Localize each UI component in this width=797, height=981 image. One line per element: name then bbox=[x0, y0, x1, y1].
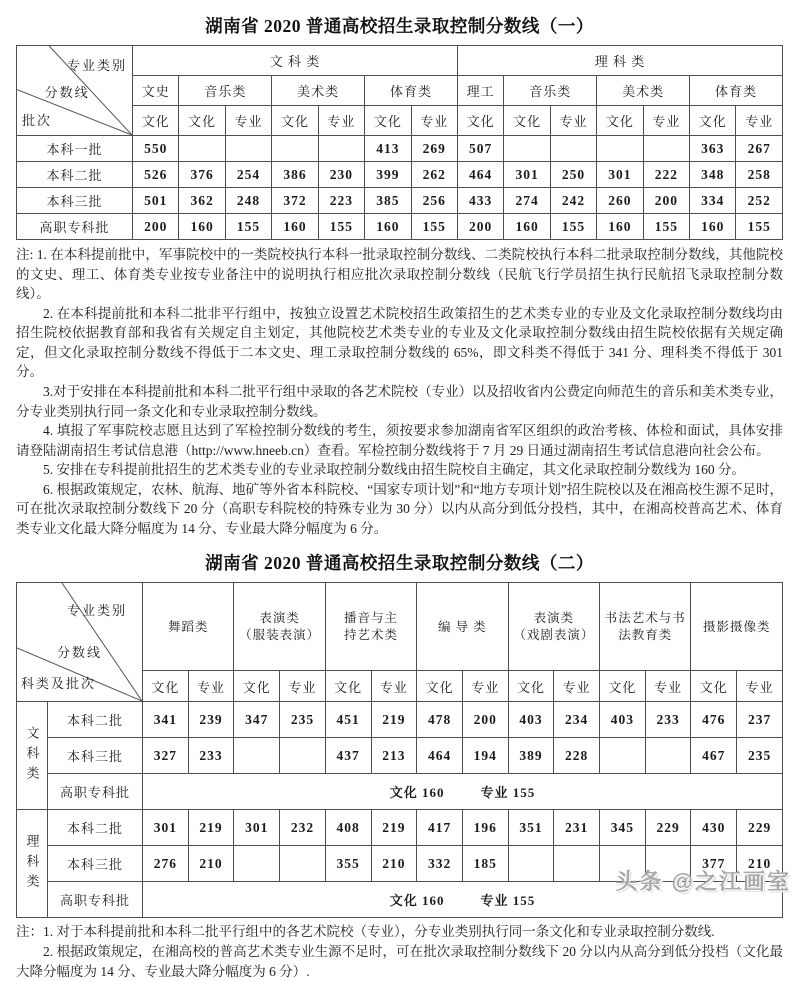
note-item: 4. 填报了军事院校志愿且达到了军检控制分数线的考生，须按要求参加湖南省军区组织的政治考核、体检和面试，具体安排请登陆湖南招生考试信息港（http://www.hneeb.cn）查看。军检控制分数线将于 7 月 29 日通过湖南招生考试信息港向社会公布。 bbox=[16, 423, 783, 458]
subgroup-header: 美术类 bbox=[272, 76, 365, 106]
score-cell: 233 bbox=[645, 702, 691, 738]
row-label: 本科二批 bbox=[48, 810, 143, 846]
score-cell: 417 bbox=[417, 810, 463, 846]
score-cell: 248 bbox=[225, 188, 271, 214]
score-cell: 403 bbox=[600, 702, 646, 738]
measure-header: 专业 bbox=[645, 671, 691, 702]
note-item: 2. 在本科提前批和本科二批非平行组中，按独立设置艺术院校招生政策招生的艺术类专业的专业及文化录取控制分数线均由招生院校依据教育部和我省有关规定自主划定，其他院校艺术类专业的专业及文化录取控制分数线由招生院校依据有关规定确定，但文化录取控制分数线不得低于二本文史、理工录取控制分数线的 65%，即文科类不得低于 341 分、理科类不得低于 301 分。 bbox=[16, 305, 783, 380]
subgroup-header: 文史 bbox=[133, 76, 179, 106]
score-cell: 451 bbox=[325, 702, 371, 738]
score-cell: 389 bbox=[508, 738, 554, 774]
category-line: （服装表演） bbox=[239, 627, 321, 642]
score-cell: 239 bbox=[188, 702, 234, 738]
category-header-calligraphy bbox=[600, 583, 691, 671]
junior-culture-score: 文化 160 bbox=[389, 785, 445, 801]
score-cell: 464 bbox=[457, 162, 503, 188]
score-cell bbox=[234, 738, 280, 774]
notes-table2 bbox=[16, 922, 783, 981]
score-cell: 274 bbox=[504, 188, 550, 214]
corner-label-batch: 批次 bbox=[22, 113, 53, 128]
measure-header: 专业 bbox=[280, 671, 326, 702]
measure-header: 文化 bbox=[597, 106, 643, 136]
note-item: 6. 根据政策规定，农林、航海、地矿等外省本科院校、“国家专项计划”和“地方专项计划”招生院校以及在湘高校生源不足时，可在批次录取控制分数线下 20 分（高职专科院校的特殊专业为 30 分）以内从高分到低分投档，其中，在湘高校普高艺术、体育类专业文化最大降分幅度为 14 分、专业最大降分幅度为 6 分。 bbox=[16, 481, 783, 536]
score-cell bbox=[318, 136, 364, 162]
table-row bbox=[17, 702, 783, 738]
measure-header: 专业 bbox=[462, 671, 508, 702]
table-row bbox=[17, 810, 783, 846]
score-cell: 269 bbox=[411, 136, 457, 162]
score-cell: 254 bbox=[225, 162, 271, 188]
measure-header: 文化 bbox=[179, 106, 225, 136]
measure-header: 文化 bbox=[690, 106, 736, 136]
category-line: 书法艺术与书 bbox=[604, 611, 686, 626]
score-cell: 223 bbox=[318, 188, 364, 214]
score-cell: 526 bbox=[133, 162, 179, 188]
score-cell: 228 bbox=[554, 738, 600, 774]
measure-header: 文化 bbox=[600, 671, 646, 702]
score-cell: 478 bbox=[417, 702, 463, 738]
score-cell: 301 bbox=[504, 162, 550, 188]
category-line: （戏剧表演） bbox=[513, 627, 595, 642]
subgroup-header: 体育类 bbox=[365, 76, 458, 106]
group-header-science: 理 科 类 bbox=[457, 46, 782, 76]
score-cell: 301 bbox=[143, 810, 189, 846]
category-line: 摄影摄像类 bbox=[702, 619, 771, 634]
score-cell: 372 bbox=[272, 188, 318, 214]
corner-label-category: 专业类别 bbox=[66, 603, 127, 619]
score-cell: 348 bbox=[690, 162, 736, 188]
table-row bbox=[17, 214, 783, 240]
score-cell: 219 bbox=[371, 810, 417, 846]
score-cell: 501 bbox=[133, 188, 179, 214]
corner-cell bbox=[17, 583, 143, 702]
subgroup-header: 理工 bbox=[457, 76, 503, 106]
score-cell: 160 bbox=[504, 214, 550, 240]
score-cell: 408 bbox=[325, 810, 371, 846]
score-cell bbox=[550, 136, 596, 162]
note-item: 注：1. 对于本科提前批和本科二批平行组中的各艺术院校（专业），分专业类别执行同一条文化和专业录取控制分数线. bbox=[16, 924, 715, 940]
subgroup-header: 音乐类 bbox=[504, 76, 597, 106]
score-table-1 bbox=[16, 45, 783, 240]
category-line: 表演类 bbox=[533, 611, 575, 626]
row-label: 本科一批 bbox=[17, 136, 133, 162]
category-line: 持艺术类 bbox=[344, 627, 399, 642]
subgroup-header: 美术类 bbox=[597, 76, 690, 106]
measure-header: 文化 bbox=[272, 106, 318, 136]
score-cell: 376 bbox=[179, 162, 225, 188]
measure-header: 文化 bbox=[457, 106, 503, 136]
score-cell bbox=[280, 846, 326, 882]
score-cell: 467 bbox=[691, 738, 737, 774]
score-cell bbox=[234, 846, 280, 882]
measure-header: 专业 bbox=[554, 671, 600, 702]
score-cell: 155 bbox=[318, 214, 364, 240]
score-cell: 260 bbox=[597, 188, 643, 214]
category-header-performance-drama bbox=[508, 583, 599, 671]
category-header-directing bbox=[417, 583, 508, 671]
score-cell: 155 bbox=[643, 214, 689, 240]
table-row bbox=[17, 738, 783, 774]
measure-header: 文化 bbox=[234, 671, 280, 702]
measure-header: 文化 bbox=[508, 671, 554, 702]
score-cell: 213 bbox=[371, 738, 417, 774]
score-cell: 233 bbox=[188, 738, 234, 774]
corner-label-scoreline: 分数线 bbox=[57, 645, 103, 661]
table-row bbox=[17, 162, 783, 188]
measure-header: 专业 bbox=[736, 106, 783, 136]
measure-header: 文化 bbox=[504, 106, 550, 136]
corner-label-category: 专业类别 bbox=[66, 58, 127, 73]
score-cell: 250 bbox=[550, 162, 596, 188]
category-line: 播音与主 bbox=[344, 611, 399, 626]
score-cell: 385 bbox=[365, 188, 411, 214]
score-cell: 476 bbox=[691, 702, 737, 738]
score-cell: 200 bbox=[133, 214, 179, 240]
subgroup-header: 体育类 bbox=[690, 76, 783, 106]
score-cell bbox=[179, 136, 225, 162]
score-cell: 351 bbox=[508, 810, 554, 846]
score-cell: 232 bbox=[280, 810, 326, 846]
score-cell: 362 bbox=[179, 188, 225, 214]
junior-major-score: 专业 155 bbox=[480, 785, 536, 801]
score-cell: 430 bbox=[691, 810, 737, 846]
score-cell bbox=[645, 738, 691, 774]
measure-header: 文化 bbox=[325, 671, 371, 702]
score-cell: 235 bbox=[737, 738, 783, 774]
notes-table1 bbox=[16, 245, 783, 538]
measure-header: 文化 bbox=[365, 106, 411, 136]
note-item: 3.对于安排在本科提前批和本科二批平行组中录取的各艺术院校（专业）以及招收省内公费定向师范生的音乐和美术类专业，分专业类别执行同一条文化和专业录取控制分数线。 bbox=[16, 383, 783, 419]
table-row bbox=[17, 136, 783, 162]
score-cell: 219 bbox=[371, 702, 417, 738]
score-cell: 301 bbox=[234, 810, 280, 846]
score-cell: 464 bbox=[417, 738, 463, 774]
score-cell bbox=[272, 136, 318, 162]
measure-header: 文化 bbox=[143, 671, 189, 702]
measure-header: 专业 bbox=[225, 106, 271, 136]
score-cell bbox=[643, 136, 689, 162]
score-cell: 276 bbox=[143, 846, 189, 882]
score-cell: 155 bbox=[736, 214, 783, 240]
row-label: 本科二批 bbox=[17, 162, 133, 188]
table1-header-row-1 bbox=[17, 46, 783, 76]
table-row bbox=[17, 188, 783, 214]
score-cell: 550 bbox=[133, 136, 179, 162]
measure-header: 专业 bbox=[188, 671, 234, 702]
measure-header: 文化 bbox=[417, 671, 463, 702]
score-cell: 200 bbox=[643, 188, 689, 214]
row-label: 本科三批 bbox=[17, 188, 133, 214]
score-cell: 258 bbox=[736, 162, 783, 188]
junior-major-score: 专业 155 bbox=[480, 893, 536, 909]
score-cell: 256 bbox=[411, 188, 457, 214]
table-row bbox=[17, 774, 783, 810]
row-label: 本科二批 bbox=[48, 702, 143, 738]
score-cell: 196 bbox=[462, 810, 508, 846]
table2-title: 湖南省 2020 普通高校招生录取控制分数线（二） bbox=[205, 553, 594, 574]
measure-header: 专业 bbox=[371, 671, 417, 702]
junior-college-merged-cell bbox=[143, 774, 783, 810]
score-cell: 507 bbox=[457, 136, 503, 162]
score-cell: 231 bbox=[554, 810, 600, 846]
category-line: 编 导 类 bbox=[438, 619, 487, 634]
score-cell: 237 bbox=[737, 702, 783, 738]
section-label-liberal-arts: 文科类 bbox=[17, 702, 48, 810]
corner-label-scoreline: 分数线 bbox=[44, 85, 90, 101]
score-cell: 242 bbox=[550, 188, 596, 214]
table1-title: 湖南省 2020 普通高校招生录取控制分数线（一） bbox=[205, 16, 594, 36]
score-cell: 347 bbox=[234, 702, 280, 738]
score-cell: 301 bbox=[597, 162, 643, 188]
score-cell: 210 bbox=[737, 846, 783, 882]
score-cell bbox=[504, 136, 550, 162]
score-cell: 341 bbox=[143, 702, 189, 738]
score-cell: 355 bbox=[325, 846, 371, 882]
subgroup-header: 音乐类 bbox=[179, 76, 272, 106]
measure-header: 专业 bbox=[411, 106, 457, 136]
row-label: 高职专科批 bbox=[48, 882, 143, 918]
score-cell: 345 bbox=[600, 810, 646, 846]
category-line: 表演类 bbox=[259, 611, 300, 626]
score-cell: 230 bbox=[318, 162, 364, 188]
score-cell bbox=[554, 846, 600, 882]
note-item: 5. 安排在专科提前批招生的艺术类专业的专业录取控制分数线由招生院校自主确定，其文化录取控制分数线为 160 分。 bbox=[43, 462, 745, 478]
score-cell: 234 bbox=[554, 702, 600, 738]
measure-header: 文化 bbox=[691, 671, 737, 702]
category-header-dance bbox=[143, 583, 234, 671]
score-cell: 194 bbox=[462, 738, 508, 774]
score-cell: 433 bbox=[457, 188, 503, 214]
note-item: 2. 根据政策规定，在湘高校的普高艺术类专业生源不足时，可在批次录取控制分数线下 20 分以内从高分到低分投档（文化最大降分幅度为 14 分、专业最大降分幅度为 6 分）. bbox=[16, 944, 783, 979]
measure-header: 文化 bbox=[133, 106, 179, 136]
corner-cell bbox=[17, 46, 133, 136]
score-cell: 185 bbox=[462, 846, 508, 882]
score-cell bbox=[225, 136, 271, 162]
row-label: 高职专科批 bbox=[48, 774, 143, 810]
score-cell: 252 bbox=[736, 188, 783, 214]
score-cell: 403 bbox=[508, 702, 554, 738]
score-cell: 334 bbox=[690, 188, 736, 214]
score-cell: 160 bbox=[179, 214, 225, 240]
score-cell: 160 bbox=[597, 214, 643, 240]
score-cell bbox=[508, 846, 554, 882]
score-cell: 155 bbox=[411, 214, 457, 240]
score-cell: 437 bbox=[325, 738, 371, 774]
watermark-toutiao: 头条 @之江画室 bbox=[615, 869, 791, 894]
score-cell: 155 bbox=[225, 214, 271, 240]
measure-header: 专业 bbox=[643, 106, 689, 136]
score-cell: 160 bbox=[365, 214, 411, 240]
category-line: 舞蹈类 bbox=[167, 619, 209, 634]
score-cell: 229 bbox=[737, 810, 783, 846]
score-cell: 413 bbox=[365, 136, 411, 162]
row-label: 本科三批 bbox=[48, 738, 143, 774]
score-cell bbox=[600, 738, 646, 774]
score-cell: 219 bbox=[188, 810, 234, 846]
junior-culture-score: 文化 160 bbox=[389, 893, 445, 909]
corner-label-stream-batch: 科类及批次 bbox=[21, 676, 97, 692]
table2-header-row-1 bbox=[17, 583, 783, 671]
score-cell: 327 bbox=[143, 738, 189, 774]
score-cell: 267 bbox=[736, 136, 783, 162]
section-label-science: 理科类 bbox=[17, 810, 48, 918]
score-cell: 210 bbox=[188, 846, 234, 882]
score-cell: 386 bbox=[272, 162, 318, 188]
score-cell: 229 bbox=[645, 810, 691, 846]
score-cell: 262 bbox=[411, 162, 457, 188]
note-item: 注: 1. 在本科提前批中，军事院校中的一类院校执行本科一批录取控制分数线、二类院校执行本科二批录取控制分数线，其他院校的文史、理工、体育类专业按专业备注中的说明执行相应批次录取控制分数线（民航飞行学员招生执行民航招飞录取控制分数线）。 bbox=[16, 247, 783, 302]
category-line: 法教育类 bbox=[618, 627, 673, 642]
score-cell bbox=[280, 738, 326, 774]
category-header-performance-fashion bbox=[234, 583, 325, 671]
score-cell: 200 bbox=[462, 702, 508, 738]
score-cell: 399 bbox=[365, 162, 411, 188]
score-cell: 332 bbox=[417, 846, 463, 882]
score-cell: 235 bbox=[280, 702, 326, 738]
score-cell: 210 bbox=[371, 846, 417, 882]
score-cell: 160 bbox=[690, 214, 736, 240]
score-cell bbox=[597, 136, 643, 162]
score-cell: 377 bbox=[691, 846, 737, 882]
score-cell: 222 bbox=[643, 162, 689, 188]
row-label: 高职专科批 bbox=[17, 214, 133, 240]
measure-header: 专业 bbox=[318, 106, 364, 136]
score-cell: 200 bbox=[457, 214, 503, 240]
category-header-broadcasting bbox=[325, 583, 416, 671]
score-cell: 363 bbox=[690, 136, 736, 162]
score-cell: 160 bbox=[272, 214, 318, 240]
measure-header: 专业 bbox=[550, 106, 596, 136]
group-header-liberal-arts: 文 科 类 bbox=[133, 46, 458, 76]
score-cell: 155 bbox=[550, 214, 596, 240]
measure-header: 专业 bbox=[737, 671, 783, 702]
row-label: 本科三批 bbox=[48, 846, 143, 882]
category-header-photography bbox=[691, 583, 783, 671]
